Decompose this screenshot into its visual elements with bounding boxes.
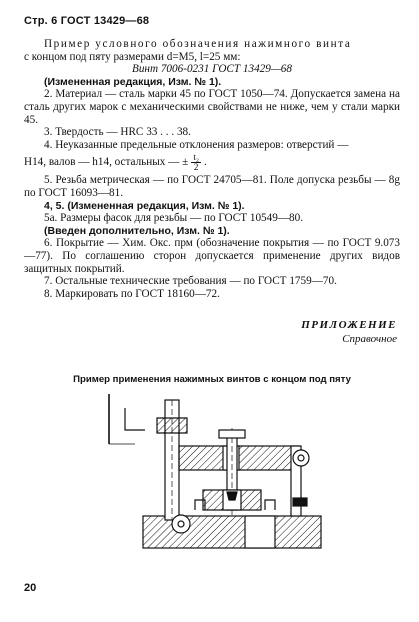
fraction-numerator: t₂ (193, 152, 199, 163)
body-text (24, 38, 400, 300)
assembly-drawing (95, 388, 335, 558)
item-5a-chamfers: 5а. Размеры фасок для резьбы — по ГОСТ 10549—80. (44, 212, 304, 225)
item-7-requirements: 7. Остальные технические требования — по ГОСТ 1759—70. (44, 275, 337, 288)
amendment-note-1: (Измененная редакция, Изм. № 1). (44, 75, 222, 88)
appendix-subtitle: Справочное (342, 333, 397, 345)
example-designation: Винт 7006-0231 ГОСТ 13429—68 (131, 63, 292, 76)
base-plate (143, 516, 321, 548)
item-5-thread: 5. Резьба метрическая — по ГОСТ 24705—81. Поле допуска резьбы — 8g по ГОСТ 16093—81. (24, 174, 400, 199)
item-6-coating: 6. Покрытие — Хим. Окс. прм (обозначение покрытия — по ГОСТ 9.073—77). По соглашению сторон допускается применение других видов защитных покрытий. (24, 237, 400, 275)
fraction-denominator: 2 (193, 162, 199, 173)
item-8-marking: 8. Маркировать по ГОСТ 18160—72. (44, 287, 220, 300)
item-4-tolerances-a: 4. Неуказанные предельные отклонения размеров: отверстий — (44, 138, 349, 151)
item-4-text: H14, валов — h14, остальных — ± (24, 156, 189, 169)
amendment-note-45: 4, 5. (Измененная редакция, Изм. № 1). (44, 199, 245, 212)
page-number: 20 (24, 582, 37, 594)
page-header: Стр. 6 ГОСТ 13429—68 (24, 15, 150, 27)
item-2-material: 2. Материал — сталь марки 45 по ГОСТ 1050—74. Допускается замена на сталь других марок с механическими свойствами не ниже, чем у стали марки 45. (24, 88, 400, 126)
item-4-tolerances-b (24, 153, 400, 172)
added-note-5a: (Введен дополнительно, Изм. № 1). (44, 224, 230, 237)
appendix-title: ПРИЛОЖЕНИЕ (301, 319, 397, 331)
figure-caption: Пример применения нажимных винтов с концом под пяту (73, 374, 351, 385)
item-4-fraction (191, 153, 201, 172)
example-intro-line2: с концом под пяту размерами d=M5, l=25 мм: (24, 50, 241, 63)
item-4-end: . (203, 156, 207, 169)
example-intro-line1: Пример условного обозначения нажимного винта (44, 38, 352, 50)
item-3-hardness: 3. Твердость — HRC 33 . . . 38. (44, 126, 191, 139)
appendix-label (301, 318, 397, 346)
